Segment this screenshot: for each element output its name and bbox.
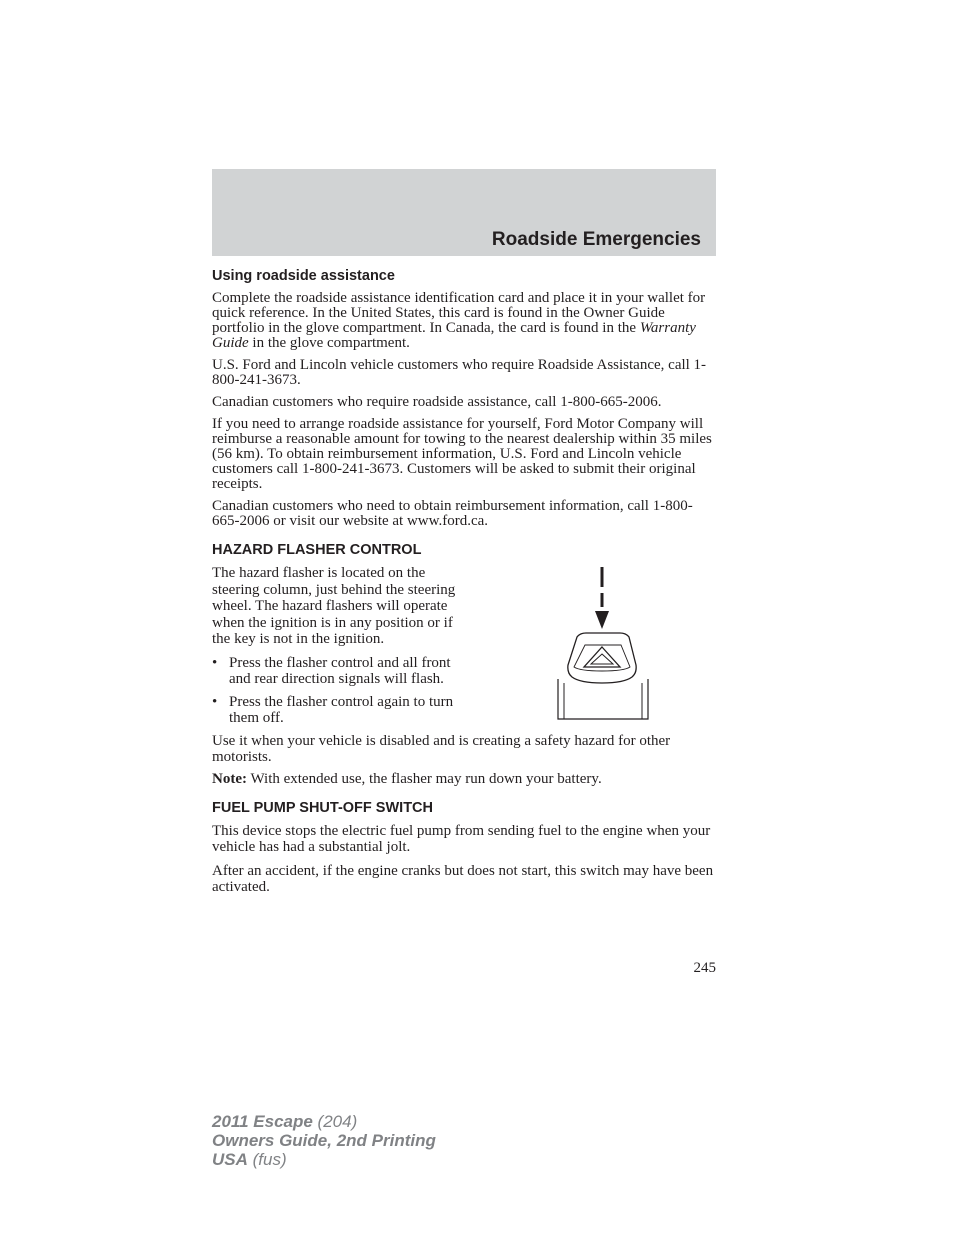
- paragraph-id-card: [212, 291, 716, 351]
- paragraph-reimbursement: If you need to arrange roadside assistance for yourself, Ford Motor Company will reimburse a reasonable amount for towing to the nearest dealership within 35 miles (56 km). To obtain reimbursement information, U.S. Ford and Lincoln vehicle customers call 1-800-241-3673. Customers will be asked to submit their original receipts.: [212, 416, 712, 492]
- hazard-text: [212, 565, 472, 726]
- footer-model: 2011 Escape: [212, 1112, 313, 1131]
- paragraph-canada-phone: Canadian customers who require roadside assistance, call 1-800-665-2006.: [212, 394, 662, 410]
- footer-model-code: (204): [312, 1112, 358, 1131]
- footer-market-code: (fus): [247, 1150, 287, 1169]
- footer-line-model: [212, 1112, 436, 1131]
- bullet-text: Press the flasher control again to turn them off.: [229, 693, 454, 726]
- footer-line-printing: [212, 1131, 436, 1150]
- section-header-band: [212, 169, 716, 256]
- note-text: With extended use, the flasher may run down your battery.: [246, 770, 602, 787]
- bullet-glyph: •: [212, 654, 218, 671]
- list-item: [212, 655, 472, 687]
- dashed-arrow-icon: [595, 567, 609, 629]
- heading-fuel-pump: FUEL PUMP SHUT-OFF SWITCH: [212, 799, 433, 816]
- list-item: [212, 694, 472, 726]
- bullet-text: Press the flasher control and all front and rear direction signals will flash.: [229, 654, 451, 687]
- footer-printing: Owners Guide, 2nd Printing: [212, 1131, 436, 1150]
- paragraph-us-phone: U.S. Ford and Lincoln vehicle customers who require Roadside Assistance, call 1-800-241-3673.: [212, 357, 707, 388]
- hazard-flasher-button-icon: [558, 633, 648, 719]
- document-footer: [212, 1112, 436, 1169]
- paragraph-fuel-pump-function: This device stops the electric fuel pump from sending fuel to the engine when your vehicle has had a substantial jolt.: [212, 822, 711, 855]
- bullet-glyph: •: [212, 693, 218, 710]
- page-number: 245: [693, 960, 716, 976]
- paragraph-hazard-location: The hazard flasher is located on the steering column, just behind the steering wheel. The hazard flashers will operate when the ignition is in any position or if the key is not in the ignition.: [212, 565, 456, 647]
- warranty-guide-title: Warranty Guide: [212, 320, 696, 351]
- footer-market: USA: [212, 1150, 248, 1169]
- paragraph-hazard-note: [212, 772, 716, 787]
- heading-roadside-assistance: Using roadside assistance: [212, 268, 395, 284]
- note-label: Note:: [212, 770, 247, 787]
- text-segment: in the glove compartment.: [248, 335, 410, 351]
- paragraph-hazard-usage: Use it when your vehicle is disabled and is creating a safety hazard for other motorists.: [212, 732, 671, 765]
- hazard-block: [212, 565, 716, 726]
- page-content: [212, 267, 716, 903]
- paragraph-canada-reimbursement: Canadian customers who need to obtain reimbursement information, call 1-800-665-2006 or visit our website at www.ford.ca.: [212, 498, 693, 529]
- heading-hazard-flasher: HAZARD FLASHER CONTROL: [212, 542, 422, 558]
- page-title: Roadside Emergencies: [491, 229, 701, 250]
- footer-line-market: [212, 1150, 436, 1169]
- paragraph-fuel-pump-activated: After an accident, if the engine cranks but does not start, this switch may have been activated.: [212, 862, 714, 895]
- hazard-bullet-list: [212, 655, 472, 726]
- text-segment: Complete the roadside assistance identification card and place it in your wallet for quick reference. In the United States, this card is found in the Owner Guide portfolio in the glove compartment. In Canada, the card is found in the: [212, 290, 706, 336]
- hazard-flasher-illustration: [550, 567, 654, 729]
